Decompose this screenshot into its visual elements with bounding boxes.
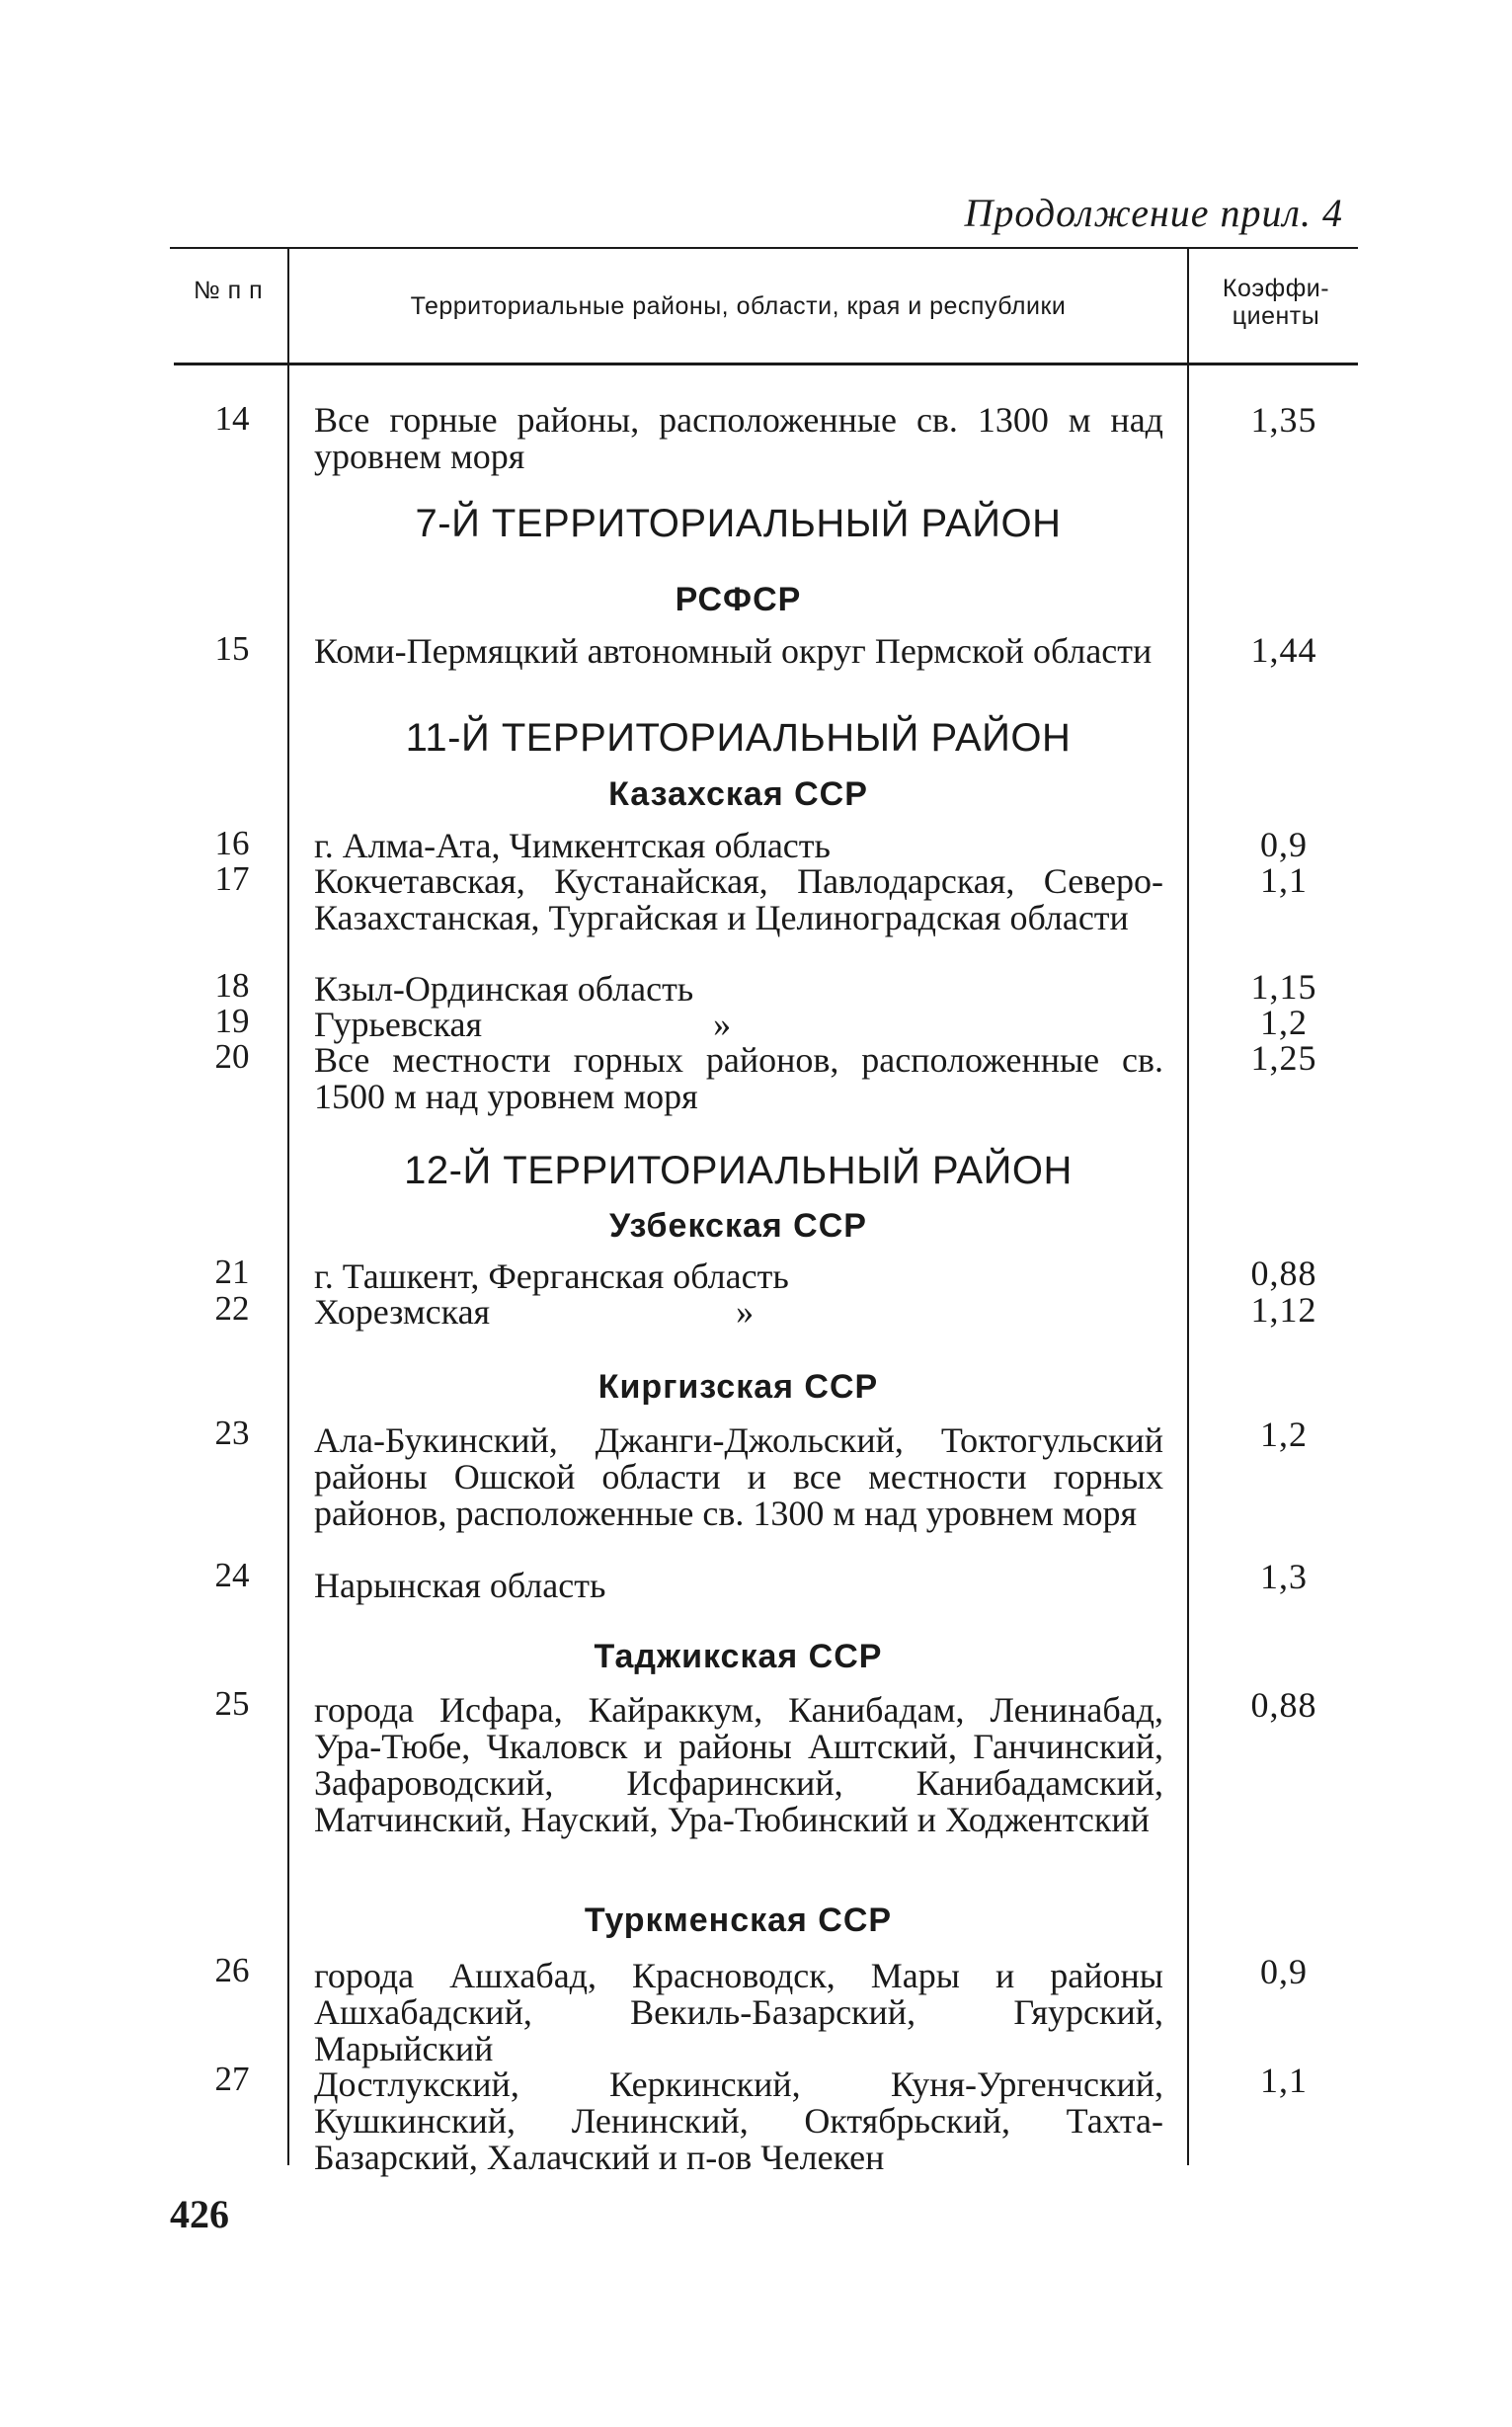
- row-coefficient: 1,3: [1260, 1557, 1308, 1596]
- row-territory: г. Ташкент, Ферганская область: [314, 1256, 789, 1296]
- subsection-heading-uzbek: Узбекская ССР: [609, 1207, 867, 1245]
- row-coefficient: 1,35: [1250, 400, 1317, 440]
- page-number: 426: [170, 2192, 229, 2236]
- row-territory: Достлукский, Керкинский, Куня-Ургенчский, Кушкинский, Ленинский, Октябрьский, Тахта-Базарский, Халачский и п-ов Челекен: [314, 2064, 1163, 2177]
- row-territory: Все горные районы, расположенные св. 1300 м над уровнем моря: [314, 400, 1163, 476]
- row-territory: Нарынская область: [314, 1566, 606, 1605]
- subsection-heading-kazakh: Казахская ССР: [608, 775, 868, 813]
- subsection-heading-tajik: Таджикская ССР: [594, 1638, 883, 1675]
- row-territory: Все местности горных районов, расположенные св. 1500 м над уровнем моря: [314, 1040, 1163, 1116]
- subsection-heading-kirgiz: Киргизская ССР: [597, 1368, 879, 1406]
- row-territory: Гурьевская »: [314, 1005, 732, 1044]
- row-number: 22: [214, 1289, 250, 1328]
- row-territory: города Ашхабад, Красноводск, Мары и районы Ашхабадский, Векиль-Базарский, Гяурский, Марыйский: [314, 1956, 1163, 2068]
- row-number: 21: [214, 1253, 250, 1291]
- row-territory: Кзыл-Ординская область: [314, 969, 694, 1009]
- row-territory: Хорезмская »: [314, 1292, 755, 1332]
- row-coefficient: 0,9: [1260, 1952, 1308, 1991]
- row-coefficient: 1,25: [1250, 1038, 1317, 1078]
- subsection-heading-rsfsr: РСФСР: [675, 581, 802, 618]
- section-heading-region-7: 7-Й ТЕРРИТОРИАЛЬНЫЙ РАЙОН: [415, 502, 1062, 545]
- subsection-heading-turkmen: Туркменская ССР: [584, 1901, 893, 1939]
- row-territory: города Исфара, Кайраккум, Канибадам, Ленинабад, Ура-Тюбе, Чкаловск и районы Аштский, Ганчинский, Зафароводский, Исфаринский, Канибадамский, Матчинский, Науский, Ура-Тюбинский и Ходжентский: [314, 1690, 1163, 1839]
- column-divider-left: [287, 249, 289, 2165]
- row-territory: Кокчетавская, Кустанайская, Павлодарская, Северо-Казахстанская, Тургайская и Целиноградская области: [314, 861, 1163, 937]
- row-number: 14: [214, 399, 250, 438]
- row-number: 15: [214, 629, 250, 668]
- row-number: 20: [214, 1037, 250, 1076]
- row-number: 25: [214, 1684, 250, 1723]
- table-top-rule: [170, 247, 1358, 249]
- row-number: 24: [214, 1556, 250, 1594]
- column-header-coefficient: Коэффи-циенты: [1222, 275, 1330, 330]
- row-coefficient: 0,9: [1260, 825, 1308, 864]
- row-coefficient: 1,2: [1260, 1415, 1308, 1454]
- row-number: 27: [214, 2060, 250, 2098]
- row-coefficient: 1,2: [1260, 1003, 1308, 1042]
- column-header-territory: Территориальные районы, области, края и республики: [410, 292, 1067, 320]
- table-header-rule: [174, 363, 1358, 365]
- row-number: 18: [214, 966, 250, 1005]
- row-territory: г. Алма-Ата, Чимкентская область: [314, 826, 831, 865]
- row-number: 26: [214, 1951, 250, 1989]
- row-coefficient: 1,12: [1250, 1290, 1317, 1330]
- section-heading-region-11: 11-Й ТЕРРИТОРИАЛЬНЫЙ РАЙОН: [405, 716, 1072, 760]
- row-coefficient: 1,44: [1250, 630, 1317, 670]
- row-number: 17: [214, 859, 250, 898]
- continuation-caption: Продолжение прил. 4: [964, 191, 1343, 235]
- row-number: 19: [214, 1002, 250, 1040]
- column-header-number: № п п: [193, 277, 264, 304]
- row-coefficient: 1,1: [1260, 2061, 1308, 2100]
- row-coefficient: 1,1: [1260, 860, 1308, 900]
- row-number: 23: [214, 1414, 250, 1452]
- row-territory: Ала-Букинский, Джанги-Джольский, Токтогульский районы Ошской области и все местности горных районов, расположенные св. 1300 м над уровнем моря: [314, 1420, 1163, 1533]
- row-coefficient: 0,88: [1250, 1685, 1317, 1725]
- row-territory: Коми-Пермяцкий автономный округ Пермской области: [314, 631, 1153, 671]
- row-coefficient: 0,88: [1250, 1254, 1317, 1293]
- section-heading-region-12: 12-Й ТЕРРИТОРИАЛЬНЫЙ РАЙОН: [404, 1149, 1073, 1192]
- row-coefficient: 1,15: [1250, 967, 1317, 1007]
- row-number: 16: [214, 824, 250, 862]
- column-divider-right: [1187, 249, 1189, 2165]
